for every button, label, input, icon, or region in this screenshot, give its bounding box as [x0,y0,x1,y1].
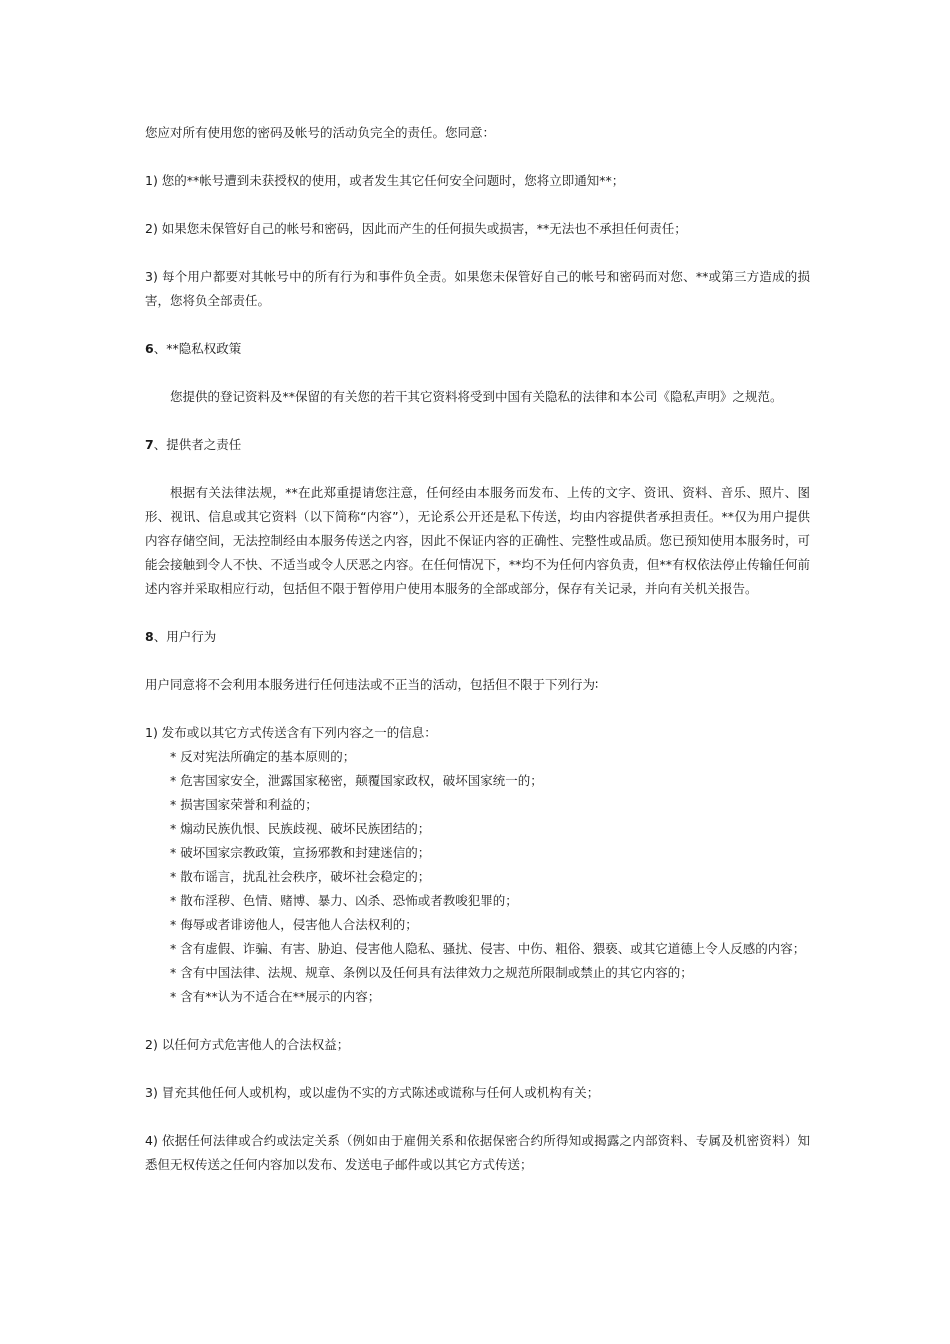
section-title-6: 、**隐私权政策 [153,341,242,356]
paragraph-conduct-item-1: 1) 发布或以其它方式传送含有下列内容之一的信息： [145,725,437,740]
section-heading-7 [145,433,810,457]
paragraph-item-2: 2) 如果您未保管好自己的帐号和密码，因此而产生的任何损失或损害，**无法也不承担任何责任； [145,221,687,236]
paragraph-privacy: 您提供的登记资料及**保留的有关您的若干其它资料将受到中国有关隐私的法律和本公司《隐私声明》之规范。 [170,389,783,404]
list-item: * 破坏国家宗教政策，宣扬邪教和封建迷信的； [170,845,431,860]
list-item: * 反对宪法所确定的基本原则的； [170,749,356,764]
section-heading-8 [145,625,810,649]
list-item: * 含有**认为不适合在**展示的内容； [170,989,381,1004]
paragraph-conduct-item-2: 2) 以任何方式危害他人的合法权益； [145,1037,350,1052]
paragraph-item-3: 3) 每个用户都要对其帐号中的所有行为和事件负全责。如果您未保管好自己的帐号和密码而对您、**或第三方造成的损害，您将负全部责任。 [145,269,810,308]
paragraph-item-1: 1) 您的**帐号遭到未获授权的使用，或者发生其它任何安全问题时，您将立即通知**； [145,173,625,188]
section-title-8: 、用户行为 [153,629,217,644]
list-item: * 危害国家安全，泄露国家秘密，颠覆国家政权，破坏国家统一的； [170,773,543,788]
list-item: * 侮辱或者诽谤他人，侵害他人合法权利的； [170,917,418,932]
section-number-7: 7 [145,437,154,452]
paragraph-user-conduct: 用户同意将不会利用本服务进行任何违法或不正当的活动，包括但不限于下列行为∶ [145,677,599,692]
section-number-8: 8 [145,629,154,644]
section-heading-6 [145,337,810,361]
list-item: * 散布谣言，扰乱社会秩序，破坏社会稳定的； [170,869,431,884]
paragraph-provider-liability: 根据有关法律法规，**在此郑重提请您注意，任何经由本服务而发布、上传的文字、资讯、资料、音乐、照片、图形、视讯、信息或其它资料（以下简称“内容”），无论系公开还是私下传送，均由内容提供者承担责任。**仅为用户提供内容存储空间，无法控制经由本服务传送之内容，因此不保证内容的正确性、完整性或品质。您已预知使用本服务时，可能会接触到令人不快、不适当或令人厌恶之内容。在任何情况下，**均不为任何内容负责，但**有权依法停止传输任何前述内容并采取相应行动，包括但不限于暂停用户使用本服务的全部或部分，保存有关记录，并向有关机关报告。 [145,485,810,596]
section-number-6: 6 [145,341,154,356]
list-item: * 散布淫秽、色情、赌博、暴力、凶杀、恐怖或者教唆犯罪的； [170,893,518,908]
document-body [145,121,810,1177]
list-item: * 含有中国法律、法规、规章、条例以及任何具有法律效力之规范所限制或禁止的其它内容的； [170,965,693,980]
list-item: * 损害国家荣誉和利益的； [170,797,318,812]
list-item: * 含有虚假、诈骗、有害、胁迫、侵害他人隐私、骚扰、侵害、中伤、粗俗、猥亵、或其它道德上令人反感的内容； [170,941,806,956]
list-item: * 煽动民族仇恨、民族歧视、破坏民族团结的； [170,821,431,836]
paragraph-conduct-item-4: 4) 依据任何法律或合约或法定关系（例如由于雇佣关系和依据保密合约所得知或揭露之内部资料、专属及机密资料）知悉但无权传送之任何内容加以发布、发送电子邮件或以其它方式传送； [145,1133,810,1172]
paragraph-conduct-item-3: 3) 冒充其他任何人或机构，或以虚伪不实的方式陈述或谎称与任何人或机构有关； [145,1085,600,1100]
paragraph-responsibility: 您应对所有使用您的密码及帐号的活动负完全的责任。您同意： [145,125,496,140]
section-title-7: 、提供者之责任 [153,437,242,452]
